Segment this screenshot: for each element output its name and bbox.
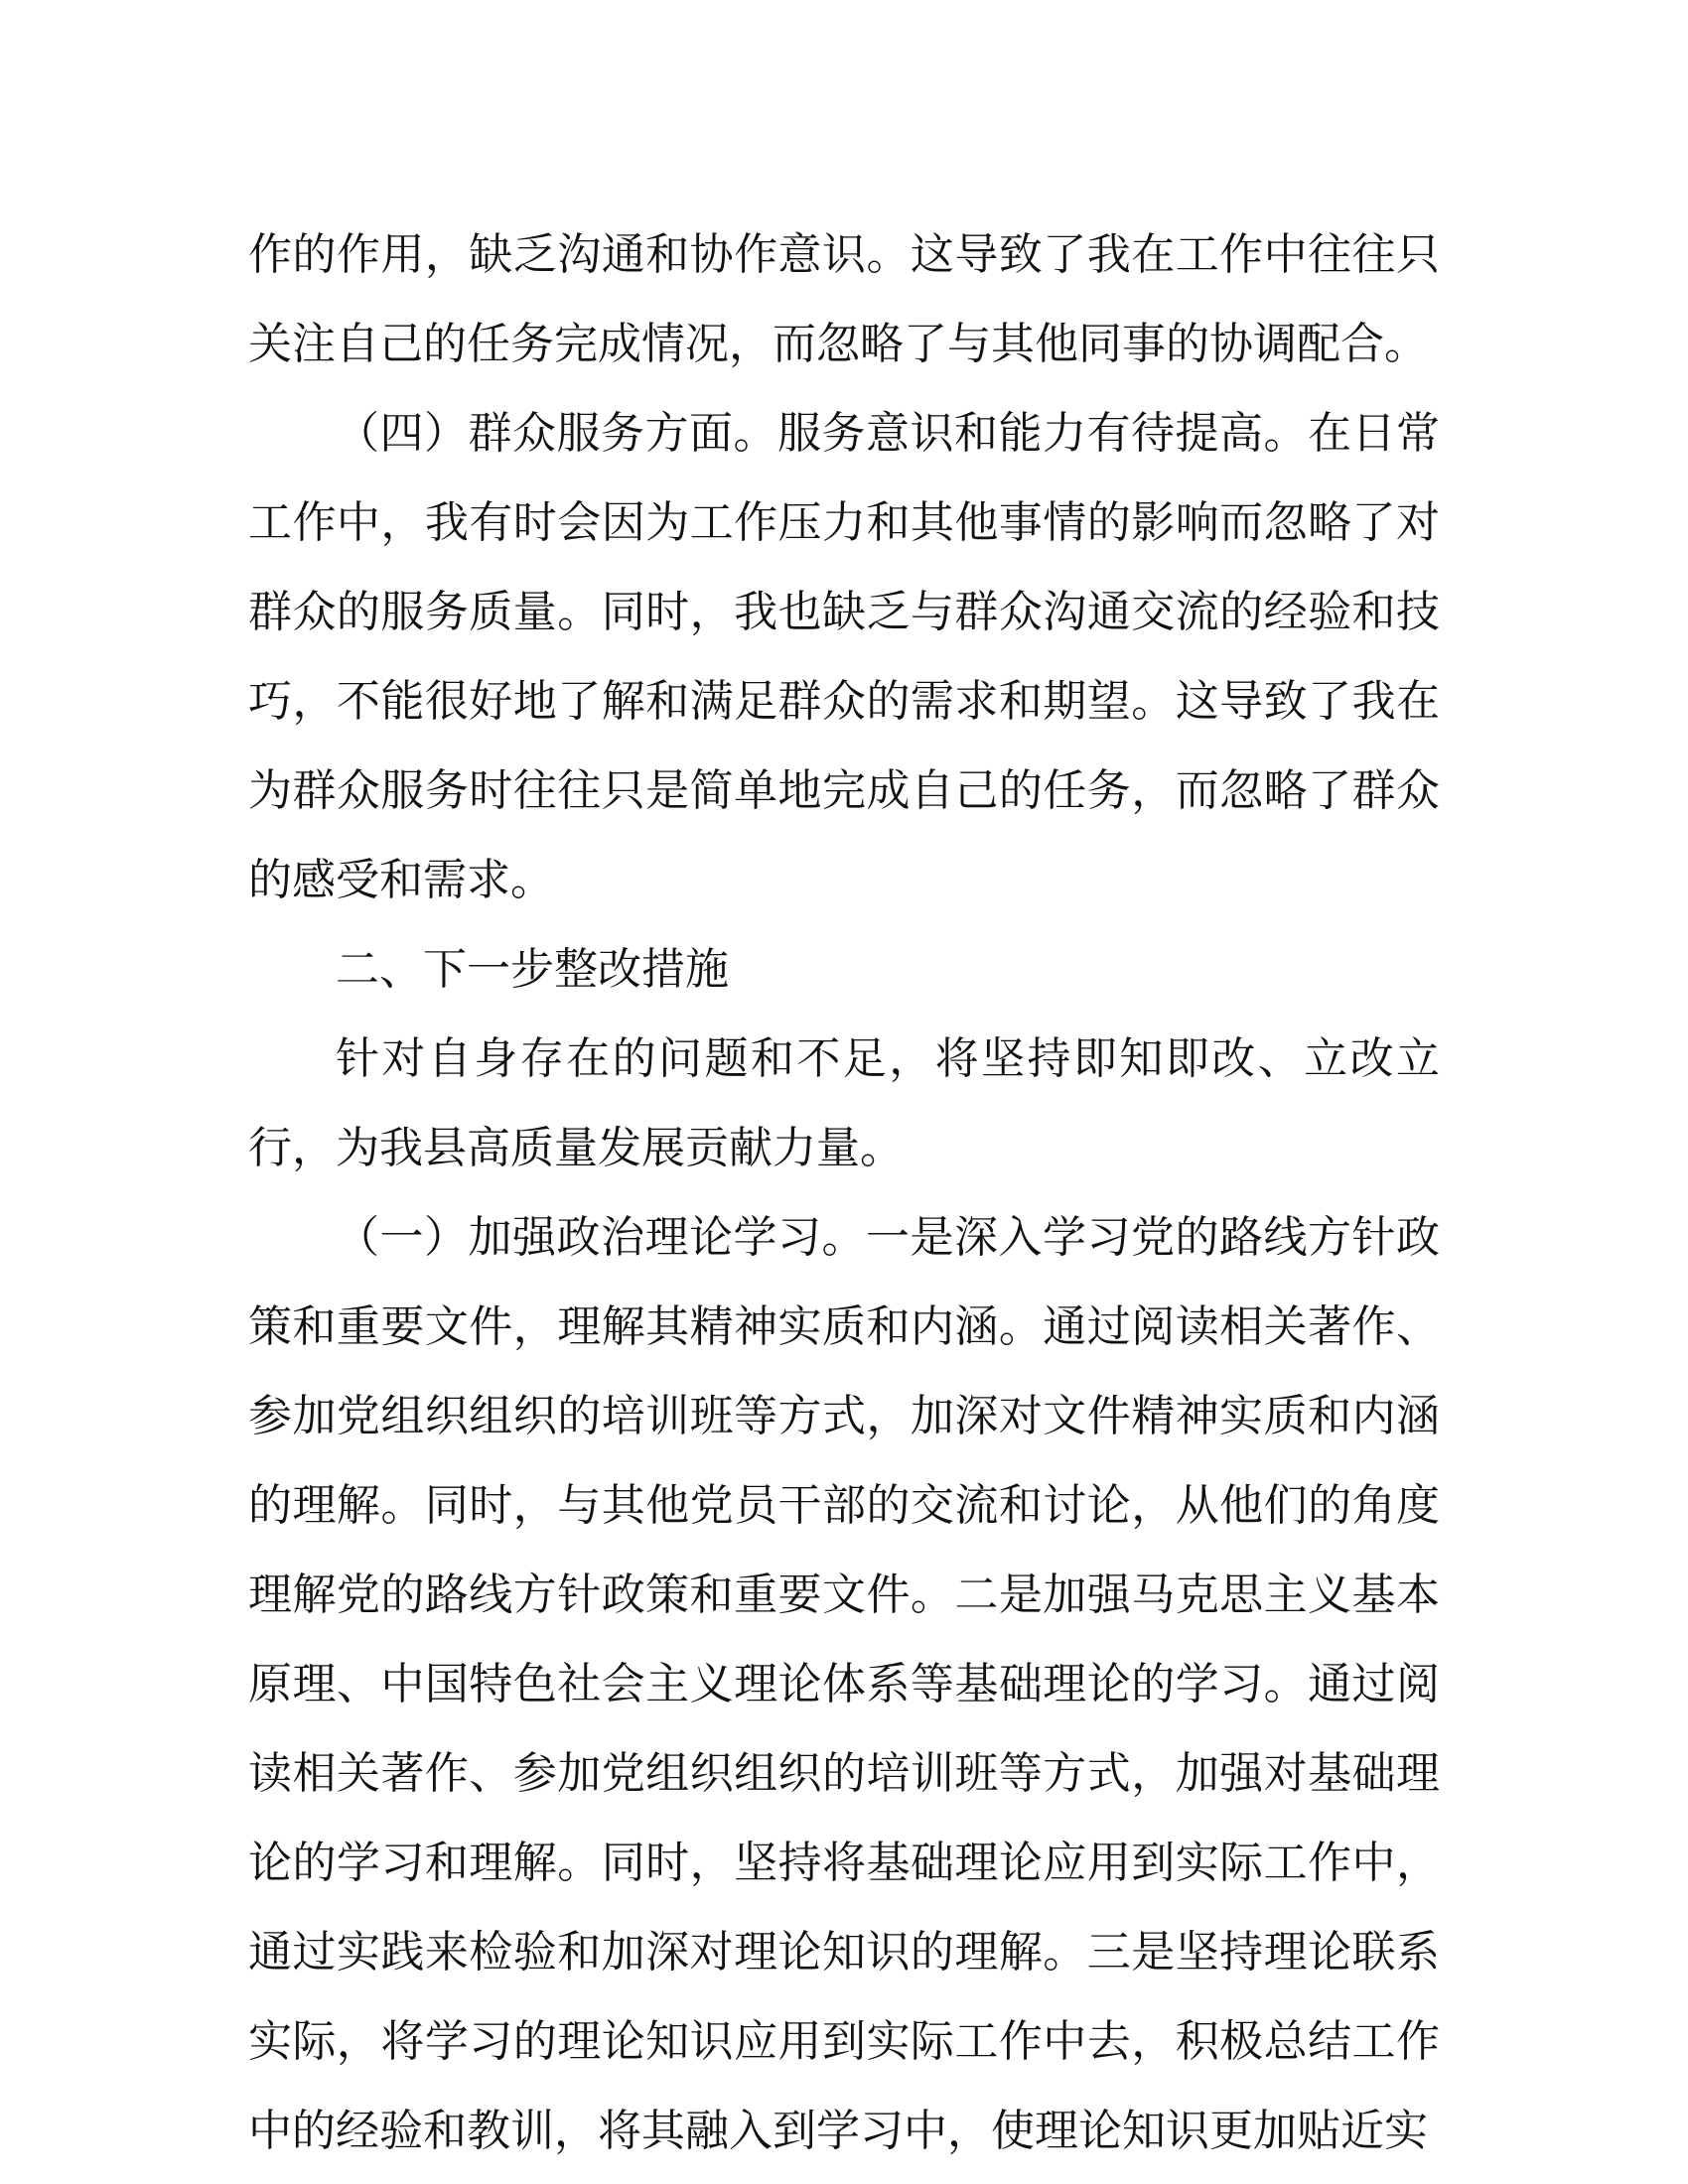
paragraph-political-theory: （一）加强政治理论学习。一是深入学习党的路线方针政策和重要文件，理解其精神实质和内涵。通过阅读相关著作、参加党组织组织的培训班等方式，加深对文件精神实质和内涵的理解。同时，与其他党员干部的交流和讨论，从他们的角度理解党的路线方针政策和重要文件。二是加强马克思主义基本原理、中国特色社会主义理论体系等基础理论的学习。通过阅读相关著作、参加党组织组织的培训班等方式，加强对基础理论的学习和理解。同时，坚持将基础理论应用到实际工作中，通过实践来检验和加深对理论知识的理解。三是坚持理论联系实际，将学习的理论知识应用到实际工作中去，积极总结工作中的经验和教训，将其融入到学习中，使理论知识更加贴近实 (248, 1212, 1440, 2156)
paragraph-public-service: （四）群众服务方面。服务意识和能力有待提高。在日常工作中，我有时会因为工作压力和其他事情的影响而忽略了对群众的服务质量。同时，我也缺乏与群众沟通交流的经验和技巧，不能很好地了解和满足群众的需求和期望。这导致了我在为群众服务时往往只是简单地完成自己的任务，而忽略了群众的感受和需求。 (248, 408, 1440, 905)
paragraph-rectification-intro: 针对自身存在的问题和不足，将坚持即知即改、立改立行，为我县高质量发展贡献力量。 (248, 1033, 1440, 1173)
section-heading-rectification: 二、下一步整改措施 (336, 944, 729, 995)
paragraph-continuation: 作的作用，缺乏沟通和协作意识。这导致了我在工作中往往只关注自己的任务完成情况，而忽略了与其他同事的协调配合。 (248, 229, 1440, 369)
document-body (248, 210, 1440, 2176)
